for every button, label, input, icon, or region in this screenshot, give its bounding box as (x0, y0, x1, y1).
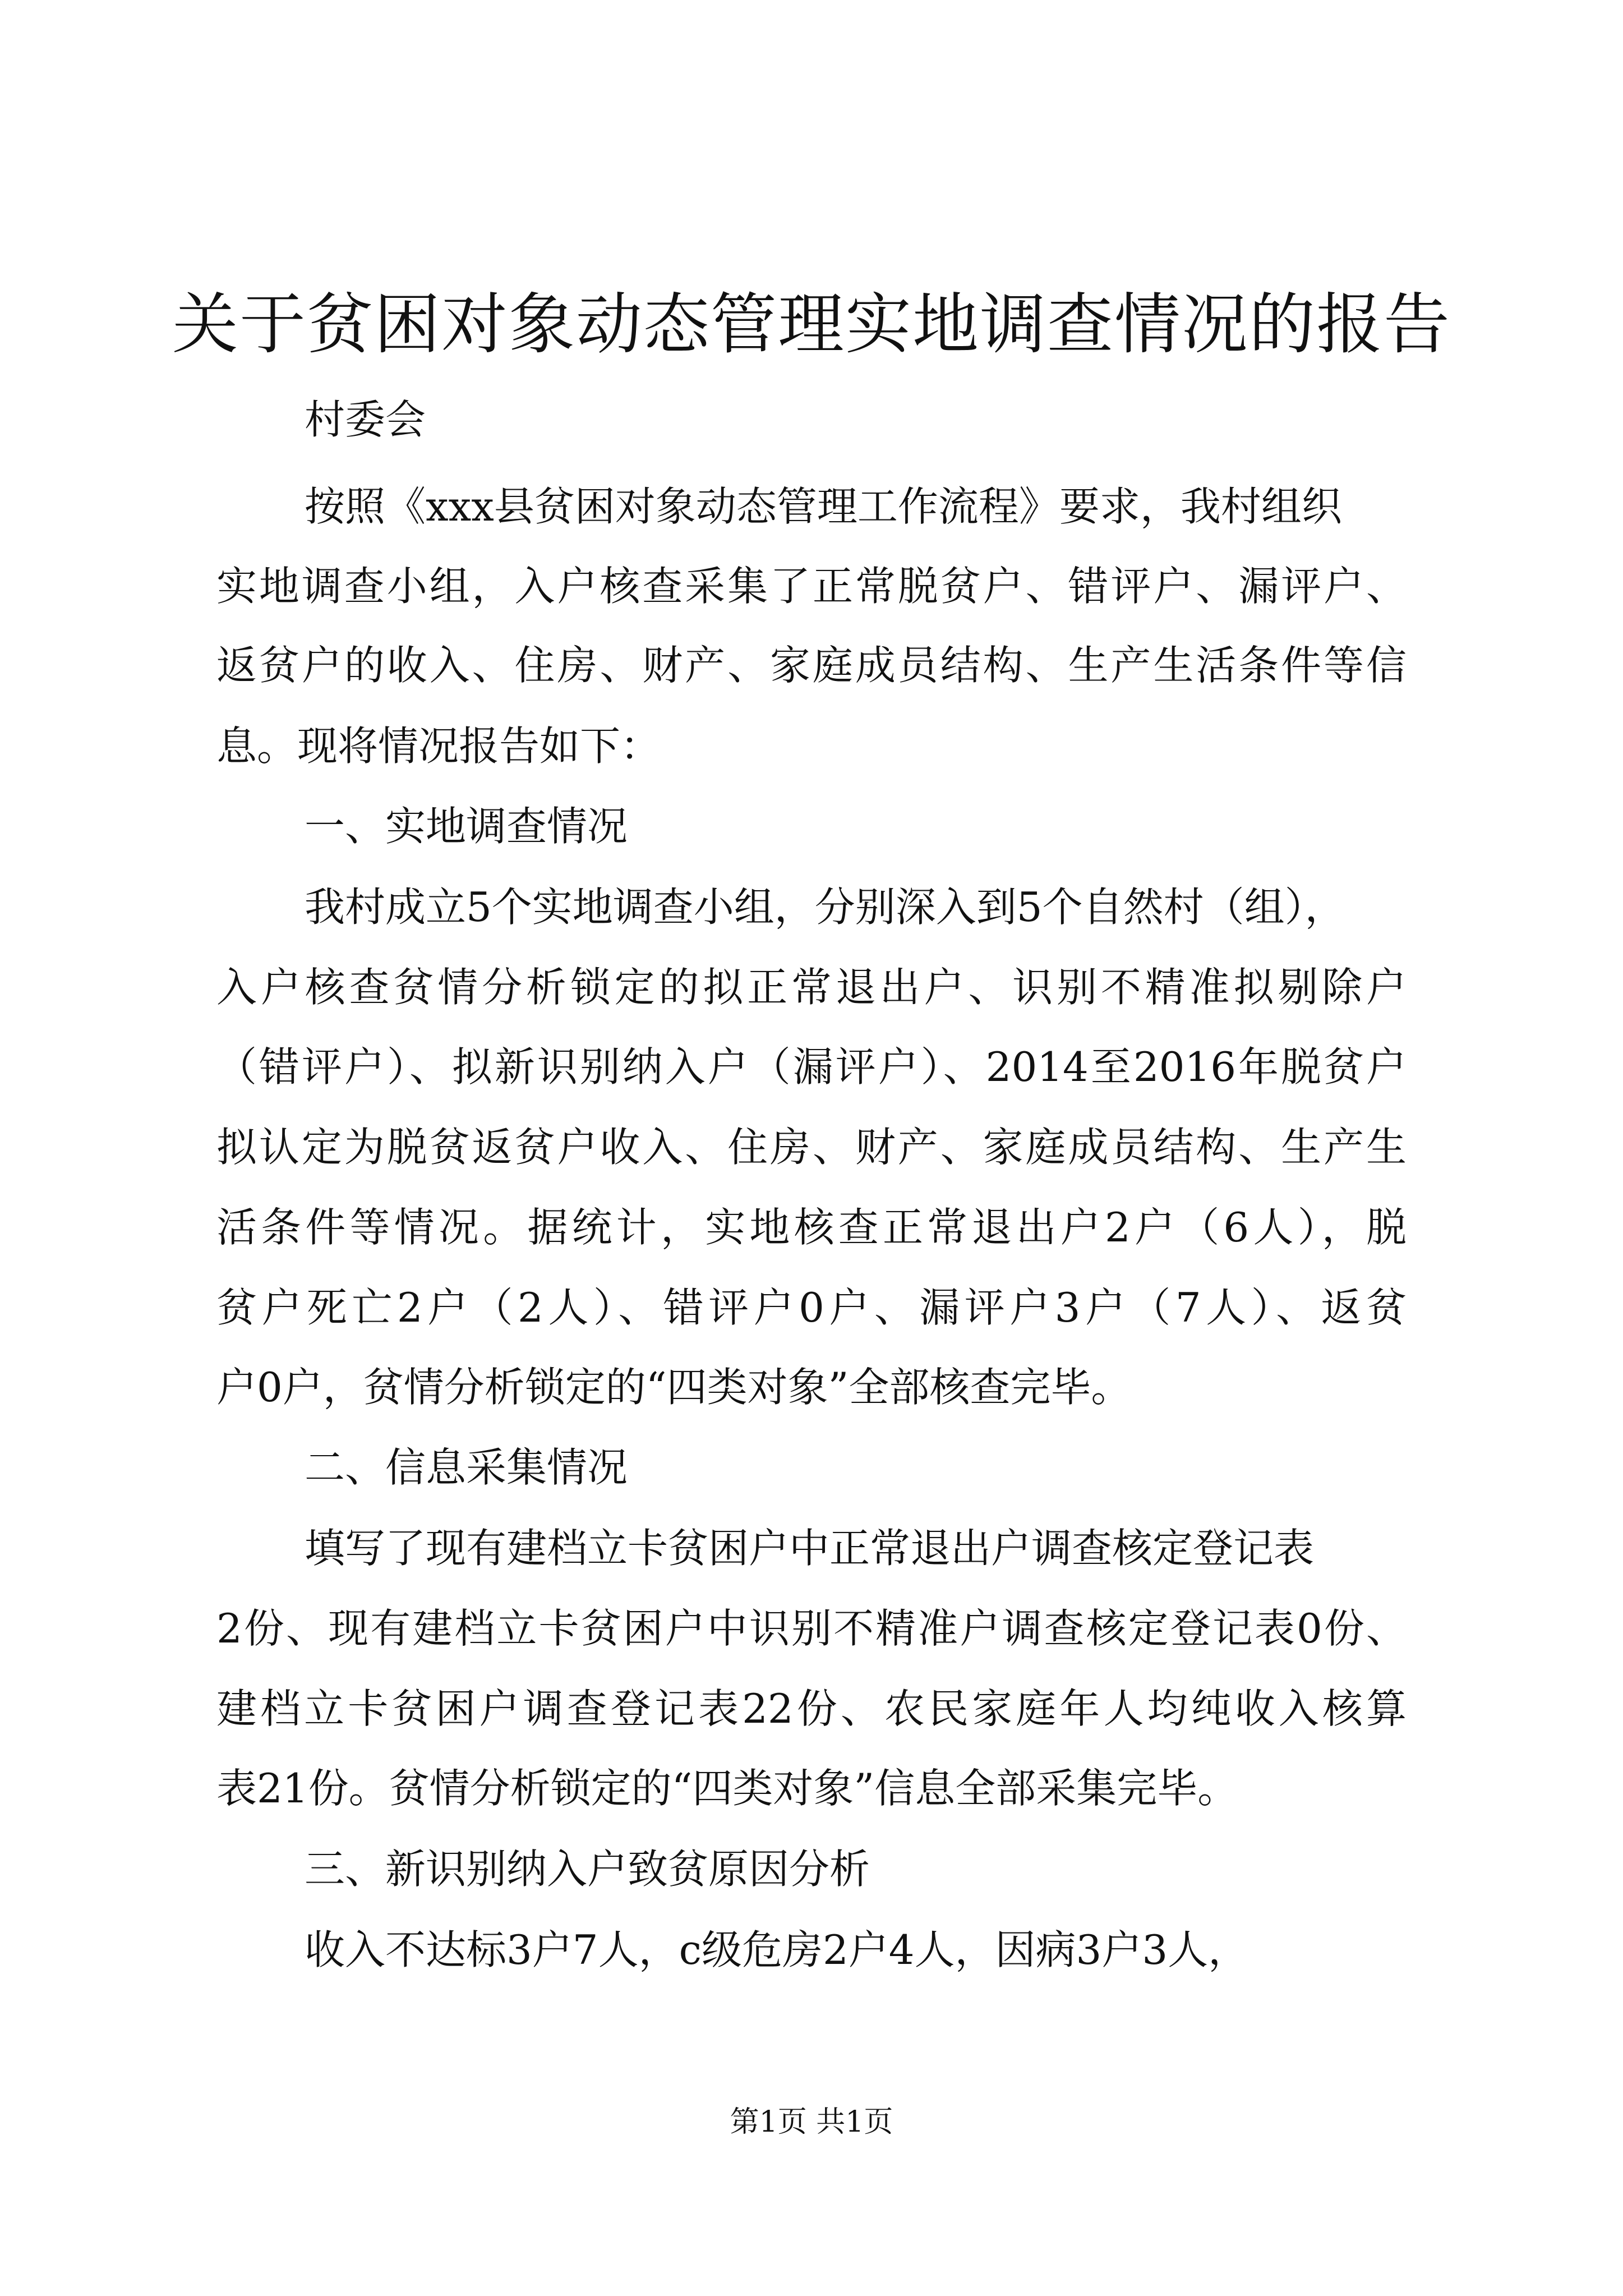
paragraph-line: 填写了现有建档立卡贫困户中正常退出户调查核定登记表 (305, 1525, 1315, 1572)
paragraph-line: 拟认定为脱贫返贫户收入、住房、财产、家庭成员结构、生产生 (216, 1124, 1407, 1171)
document-title: 关于贫困对象动态管理实地调查情况的报告 (172, 286, 1451, 363)
section-heading: 三、新识别纳入户致贫原因分析 (305, 1846, 870, 1893)
paragraph-line: 入户核查贫情分析锁定的拟正常退出户、识别不精准拟剔除户 (216, 964, 1407, 1011)
paragraph-line: 2份、现有建档立卡贫困户中识别不精准户调查核定登记表0份、 (216, 1605, 1407, 1652)
paragraph-line: 息。现将情况报告如下： (216, 723, 661, 770)
paragraph-line: 返贫户的收入、住房、财产、家庭成员结构、生产生活条件等信 (216, 642, 1407, 689)
paragraph-line: 实地调查小组，入户核查采集了正常脱贫户、错评户、漏评户、 (216, 563, 1407, 610)
paragraph-line: 贫户死亡2户（2人）、错评户0户、漏评户3户（7人）、返贫 (216, 1284, 1407, 1331)
paragraph-line: 收入不达标3户7人，c级危房2户4人，因病3户3人， (305, 1926, 1249, 1973)
paragraph-line: 我村成立5个实地调查小组，分别深入到5个自然村（组）， (305, 884, 1345, 931)
section-heading: 二、信息采集情况 (305, 1444, 628, 1491)
paragraph-line: （错评户）、拟新识别纳入户（漏评户）、2014至2016年脱贫户 (216, 1043, 1407, 1091)
paragraph-line: 建档立卡贫困户调查登记表22份、农民家庭年人均纯收入核算 (216, 1685, 1407, 1732)
paragraph-line: 表21份。贫情分析锁定的“四类对象”信息全部采集完毕。 (216, 1765, 1238, 1812)
paragraph-line: 按照《xxx县贫困对象动态管理工作流程》要求，我村组织 (305, 483, 1342, 530)
recipient-line: 村委会 (305, 396, 426, 443)
page-footer: 第1页 共1页 (730, 2105, 893, 2139)
section-heading: 一、实地调查情况 (305, 803, 628, 850)
paragraph-line: 户0户，贫情分析锁定的“四类对象”全部核查完毕。 (216, 1364, 1132, 1411)
paragraph-line: 活条件等情况。据统计，实地核查正常退出户2户（6人），脱 (216, 1204, 1407, 1251)
